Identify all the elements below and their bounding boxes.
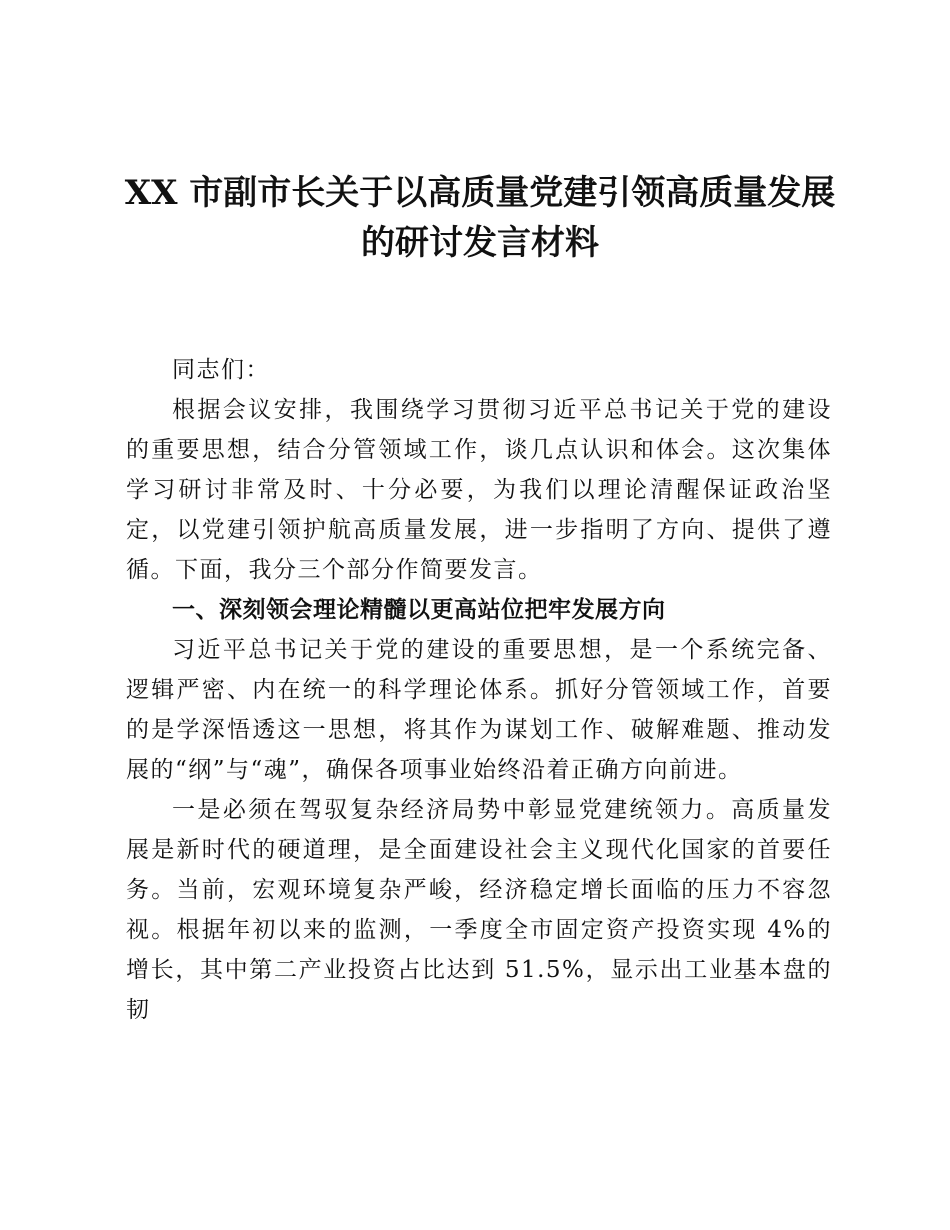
section-1-paragraph-2: 一是必须在驾驭复杂经济局势中彰显党建统领力。高质量发展是新时代的硬道理，是全面建设社会主义现代化国家的首要任务。当前，宏观环境复杂严峻，经济稳定增长面临的压力不容忽视。根据年初以来的监测，一季度全市固定资产投资实现 4%的增长，其中第二产业投资占比达到 51.5%，显示出工业基本盘的韧 <box>126 797 832 1023</box>
title-line-2: 的研讨发言材料 <box>361 223 599 263</box>
document-title <box>120 168 840 268</box>
intro-paragraph: 根据会议安排，我围绕学习贯彻习近平总书记关于党的建设的重要思想，结合分管领域工作，谈几点认识和体会。这次集体学习研讨非常及时、十分必要，为我们以理论清醒保证政治坚定，以党建引领护航高质量发展，进一步指明了方向、提供了遵循。下面，我分三个部分作简要发言。 <box>126 397 832 583</box>
section-1-paragraph-1: 习近平总书记关于党的建设的重要思想，是一个系统完备、逻辑严密、内在统一的科学理论体系。抓好分管领域工作，首要的是学深悟透这一思想，将其作为谋划工作、破解难题、推动发展的“纲”与“魂”，确保各项事业始终沿着正确方向前进。 <box>126 637 832 783</box>
section-1-heading: 一、深刻领会理论精髓以更高站位把牢发展方向 <box>172 597 666 623</box>
document-body <box>126 350 832 1030</box>
title-line-1: XX 市副市长关于以高质量党建引领高质量发展 <box>124 173 836 213</box>
salutation: 同志们： <box>172 357 270 383</box>
